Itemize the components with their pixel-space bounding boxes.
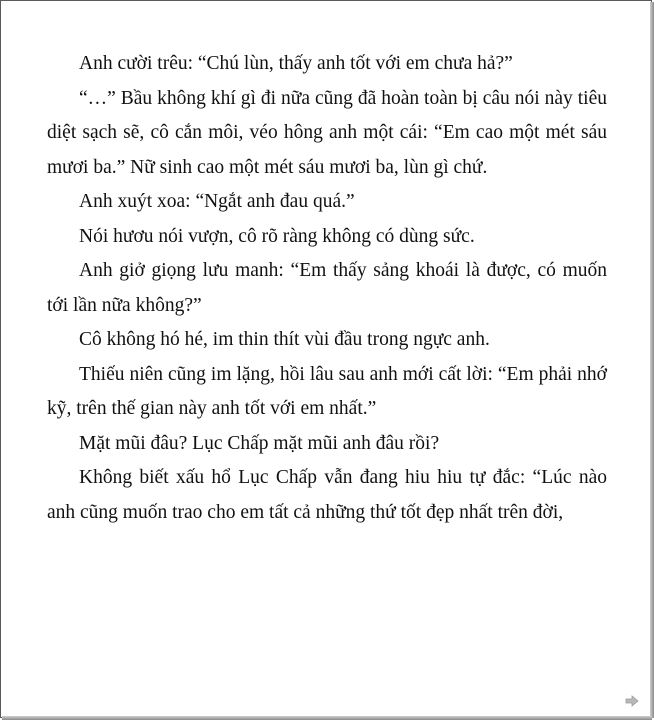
paragraph: Nói hươu nói vượn, cô rõ ràng không có dùng sức.: [79, 225, 475, 247]
paragraph: Anh cười trêu: “Chú lùn, thấy anh tốt với em chưa hả?”: [79, 53, 513, 74]
paragraph: Anh giở giọng lưu manh: “Em thấy sảng khoái là được, có muốn tới lần nữa không?”: [47, 260, 607, 316]
next-page-arrow-icon[interactable]: [625, 695, 639, 707]
document-body: [47, 47, 607, 530]
paragraph: “…” Bầu không khí gì đi nữa cũng đã hoàn toàn bị câu nói này tiêu diệt sạch sẽ, cô cắn môi, véo hông anh một cái: “Em cao một mét sáu mươi ba.” Nữ sinh cao một mét sáu mươi ba, lùn gì chứ.: [47, 87, 607, 178]
paragraph: Thiếu niên cũng im lặng, hồi lâu sau anh mới cất lời: “Em phải nhớ kỹ, trên thế gian này anh tốt với em nhất.”: [47, 363, 607, 419]
paragraph: Anh xuýt xoa: “Ngắt anh đau quá.”: [79, 191, 355, 212]
paragraph: Không biết xấu hổ Lục Chấp vẫn đang hiu hiu tự đắc: “Lúc nào anh cũng muốn trao cho em tất cả những thứ tốt đẹp nhất trên đời,: [47, 467, 607, 523]
page-shadow-bottom: [2, 716, 652, 720]
page-shadow-right: [650, 2, 654, 718]
paragraph: Cô không hó hé, im thin thít vùi đầu trong ngực anh.: [79, 329, 490, 350]
paragraph: Mặt mũi đâu? Lục Chấp mặt mũi anh đâu rồi?: [79, 432, 440, 454]
